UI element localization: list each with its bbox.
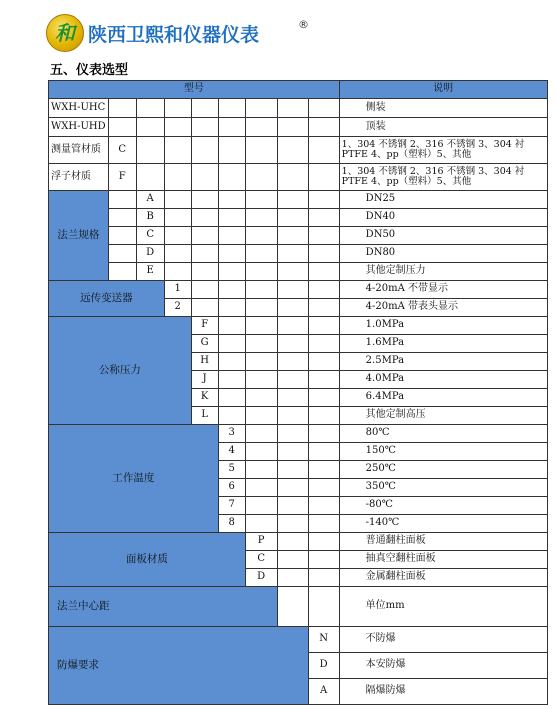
table-row [49,425,548,443]
transmitter-code: 2 [164,299,191,317]
panel-code: D [245,569,277,587]
pressure-desc: 1.0MPa [339,317,547,335]
table-row [49,263,548,281]
explosion-code: A [308,679,339,705]
registered-mark: ® [298,18,309,31]
pressure-desc: 其他定制高压 [339,407,547,425]
table-header-row [49,81,548,99]
pressure-desc: 1.6MPa [339,335,547,353]
float-material-label: 浮子材质 [49,164,109,191]
panel-label: 面板材质 [49,533,246,587]
pressure-code: F [191,317,218,335]
model-selection-table [48,80,548,705]
transmitter-desc: 4-20mA 带表头显示 [339,299,547,317]
model-code: WXH-UHC [49,99,109,118]
table-row [49,533,548,551]
tube-material-label: 测量管材质 [49,137,109,164]
table-row [49,137,548,164]
transmitter-label: 远传变送器 [49,281,165,317]
header-model: 型号 [49,81,340,99]
table-row [49,191,548,209]
logo-char: 和 [55,21,75,45]
float-material-code: F [108,164,136,191]
explosion-desc: 不防爆 [339,627,547,653]
flange-desc: 其他定制压力 [339,263,547,281]
center-distance-label: 法兰中心距 [49,587,278,627]
transmitter-code: 1 [164,281,191,299]
flange-code: E [136,263,164,281]
table-row [49,281,548,299]
table-row [49,245,548,263]
panel-desc: 抽真空翻柱面板 [339,551,547,569]
panel-desc: 金属翻柱面板 [339,569,547,587]
table-row [49,227,548,245]
tube-material-code: C [108,137,136,164]
temperature-desc: 80℃ [339,425,547,443]
flange-code: D [136,245,164,263]
explosion-label: 防爆要求 [49,627,309,705]
section-title: 五、仪表选型 [50,63,129,78]
temperature-code: 5 [218,461,245,479]
temperature-desc: -140℃ [339,515,547,533]
panel-code: P [245,533,277,551]
temperature-desc: -80℃ [339,497,547,515]
flange-desc: DN80 [339,245,547,263]
explosion-desc: 本安防爆 [339,653,547,679]
pressure-desc: 2.5MPa [339,353,547,371]
panel-code: C [245,551,277,569]
table-row [49,99,548,118]
float-material-desc: 1、304 不锈钢 2、316 不锈钢 3、304 衬 PTFE 4、pp（塑料）5、其他 [339,164,547,191]
pressure-desc: 6.4MPa [339,389,547,407]
table-row [49,118,548,137]
model-desc: 顶装 [339,118,547,137]
flange-code: B [136,209,164,227]
temperature-label: 工作温度 [49,425,219,533]
pressure-label: 公称压力 [49,317,192,425]
explosion-code: D [308,653,339,679]
explosion-desc: 隔爆防爆 [339,679,547,705]
explosion-code: N [308,627,339,653]
pressure-code: K [191,389,218,407]
temperature-desc: 250℃ [339,461,547,479]
pressure-code: J [191,371,218,389]
flange-code: A [136,191,164,209]
model-desc: 侧装 [339,99,547,118]
transmitter-desc: 4-20mA 不带显示 [339,281,547,299]
temperature-desc: 350℃ [339,479,547,497]
pressure-code: G [191,335,218,353]
header-description: 说明 [339,81,547,99]
pressure-code: H [191,353,218,371]
table-row [49,587,548,627]
temperature-code: 8 [218,515,245,533]
panel-desc: 普通翻柱面板 [339,533,547,551]
center-distance-desc: 单位mm [339,587,547,627]
company-logo [46,14,84,52]
company-name: 陕西卫熙和仪器仪表 [88,24,260,46]
flange-spec-label: 法兰规格 [49,191,109,281]
flange-desc: DN25 [339,191,547,209]
model-code: WXH-UHD [49,118,109,137]
temperature-code: 6 [218,479,245,497]
temperature-code: 4 [218,443,245,461]
flange-desc: DN40 [339,209,547,227]
table-row [49,164,548,191]
table-row [49,209,548,227]
pressure-desc: 4.0MPa [339,371,547,389]
flange-desc: DN50 [339,227,547,245]
tube-material-desc: 1、304 不锈钢 2、316 不锈钢 3、304 衬 PTFE 4、pp（塑料）5、其他 [339,137,547,164]
table-row [49,317,548,335]
flange-code: C [136,227,164,245]
temperature-code: 3 [218,425,245,443]
temperature-code: 7 [218,497,245,515]
table-row [49,627,548,653]
pressure-code: L [191,407,218,425]
temperature-desc: 150℃ [339,443,547,461]
